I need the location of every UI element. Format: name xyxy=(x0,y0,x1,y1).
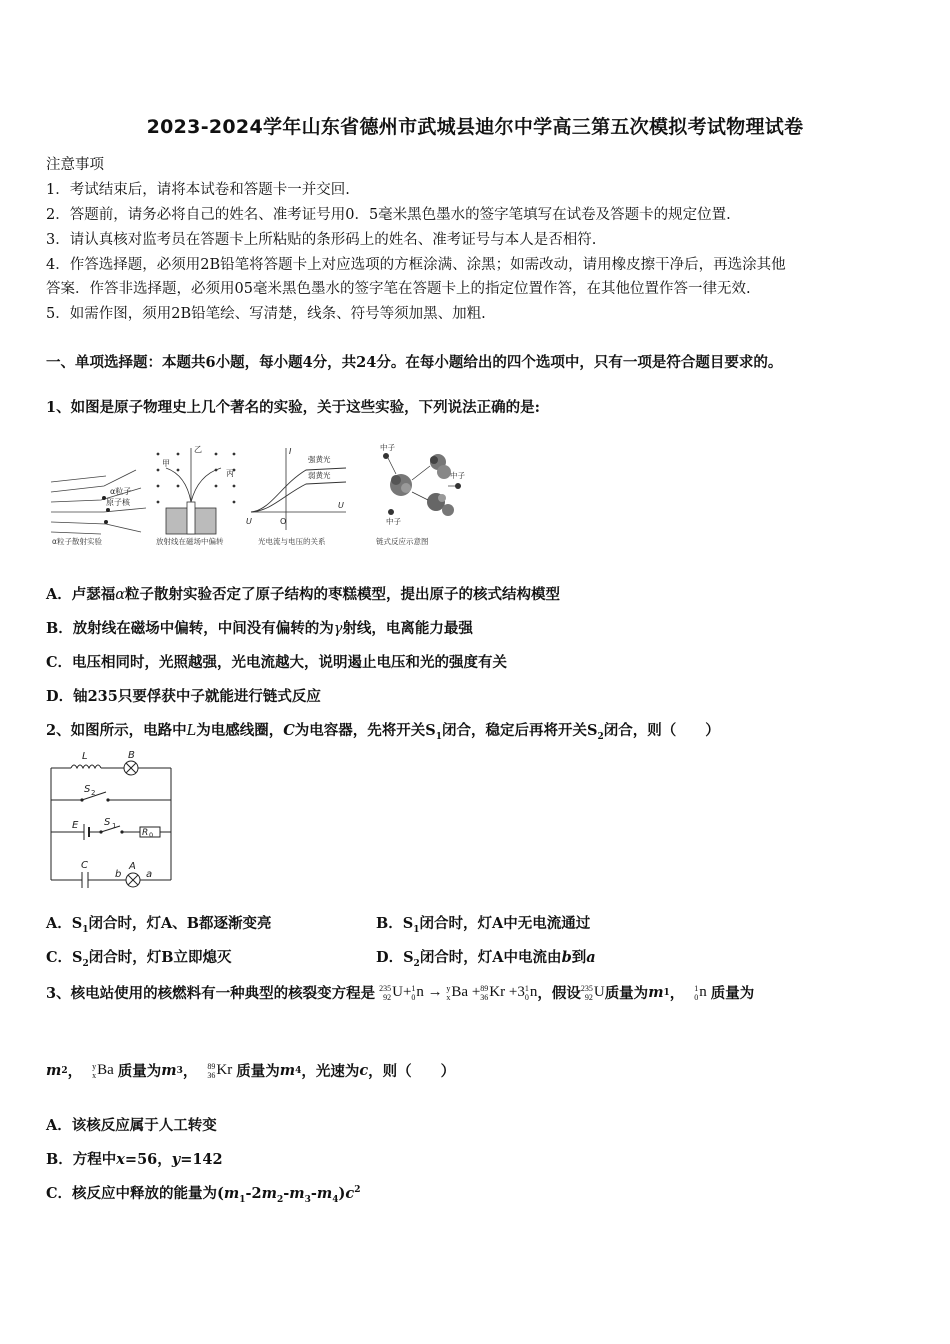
q2-stem: 2、如图所示，电路中L为电感线圈，C为电容器，先将开关$S_1$闭合，稳定后再将开关$S_2$闭合，则（ ） xyxy=(46,722,720,742)
label-yi: 乙 xyxy=(194,445,202,454)
circuit-label-C: C xyxy=(81,860,88,871)
label-Uc: U xyxy=(246,517,252,526)
label-U: U xyxy=(338,501,344,510)
label-O: O xyxy=(280,517,287,526)
note-item-5: 5．如需作图，须用2B铅笔绘、写清楚，线条、符号等须加黑、加粗. xyxy=(46,306,486,322)
q1-option-c[interactable]: C．电压相同时，光照越强，光电流越大，说明遏止电压和光的强度有关 xyxy=(46,654,508,671)
q2-option-b[interactable]: B．$S_1$闭合时，灯A中无电流通过 xyxy=(376,915,591,935)
q3-option-a[interactable]: A．该核反应属于人工转变 xyxy=(46,1117,217,1134)
q1-figure xyxy=(46,440,466,554)
caption-chain: 链式反应示意图 xyxy=(376,537,429,546)
photocurrent-panel xyxy=(246,447,346,546)
q2-circuit xyxy=(46,748,176,892)
circuit-label-L: L xyxy=(82,751,88,762)
label-strong: 强黄光 xyxy=(308,455,331,464)
q3-stem: 3、核电站使用的核燃料有一种典型的核裂变方程是 235 92 U + 1 0 n → y x Ba + 89 36 Kr +3 1 0 n ，假设 235 92 U 质量为 m 1 ， 1 0 n 质量为 xyxy=(46,983,755,1002)
q3-option-c[interactable]: C．核反应中释放的能量为$(m_1-2m_2-m_3-m_4)c^2$ xyxy=(46,1185,361,1205)
label-jia: 甲 xyxy=(162,459,170,468)
alpha-label: α粒子 xyxy=(110,487,132,496)
q1-option-b[interactable]: B．放射线在磁场中偏转，中间没有偏转的为γ射线，电离能力最强 xyxy=(46,620,473,637)
notes-heading: 注意事项 xyxy=(46,157,104,173)
section-heading: 一、单项选择题：本题共6小题，每小题4分，共24分。在每小题给出的四个选项中，只有一项是符合题目要求的。 xyxy=(46,354,783,371)
caption-magnetic: 放射线在磁场中偏转 xyxy=(156,537,224,546)
q2-option-a[interactable]: A．$S_1$闭合时，灯A、B都逐渐变亮 xyxy=(46,915,272,935)
note-item-2: 2．答题前，请务必将自己的姓名、准考证号用0．5毫米黑色墨水的签字笔填写在试卷及答题卡的规定位置. xyxy=(46,207,731,223)
circuit-label-a: a xyxy=(146,869,153,880)
circuit-label-R0-sub: 0 xyxy=(149,831,154,839)
label-neutron-bottom: 中子 xyxy=(386,517,401,526)
note-item-4-cont: 答案．作答非选择题，必须用05毫米黑色墨水的签字笔在答题卡上的指定位置作答，在其他位置作答一律无效. xyxy=(46,281,751,297)
label-I: I xyxy=(289,447,292,456)
q1-stem: 1、如图是原子物理史上几个著名的实验，关于这些实验，下列说法正确的是: xyxy=(46,399,540,416)
circuit-label-S2: S xyxy=(84,784,91,795)
label-neutron-top: 中子 xyxy=(380,443,395,452)
alpha-scattering-panel xyxy=(51,470,146,546)
circuit-label-S2-sub: 2 xyxy=(91,789,96,797)
q2-option-d[interactable]: D．$S_2$闭合时，灯A中电流由b到a xyxy=(376,949,596,969)
nucleus-label: 原子核 xyxy=(106,498,130,507)
q1-option-d[interactable]: D．铀235只要俘获中子就能进行链式反应 xyxy=(46,688,321,705)
circuit-label-B: B xyxy=(128,750,135,761)
caption-alpha: α粒子散射实验 xyxy=(52,537,102,546)
circuit-label-E: E xyxy=(72,820,79,831)
chain-reaction-panel xyxy=(376,442,465,546)
label-bing: 丙 xyxy=(226,469,234,478)
q2-option-c[interactable]: C．$S_2$闭合时，灯B立即熄灭 xyxy=(46,949,232,969)
caption-photocurrent: 光电流与电压的关系 xyxy=(258,537,326,546)
label-weak: 弱黄光 xyxy=(308,471,331,480)
q3-option-b[interactable]: B．方程中x=56，y=142 xyxy=(46,1151,223,1168)
circuit-label-S1-sub: 1 xyxy=(112,822,117,830)
circuit-label-A: A xyxy=(129,861,136,872)
page-title: 2023-2024学年山东省德州市武城县迪尔中学高三第五次模拟考试物理试卷 xyxy=(146,116,804,138)
note-item-1: 1．考试结束后，请将本试卷和答题卡一并交回. xyxy=(46,182,350,198)
circuit-label-S1: S xyxy=(104,817,111,828)
note-item-3: 3．请认真核对监考员在答题卡上所粘贴的条形码上的姓名、准考证号与本人是否相符. xyxy=(46,232,597,248)
fission-equation: 235 92 U + 1 0 n → y x Ba + 89 36 Kr +3 1 0 n xyxy=(379,983,538,1002)
note-item-4: 4．作答选择题，必须用2B铅笔将答题卡上对应选项的方框涂满、涂黑；如需改动，请用橡皮擦干净后，再选涂其他 xyxy=(46,257,786,273)
q1-option-a[interactable]: A．卢瑟福α粒子散射实验否定了原子结构的枣糕模型，提出原子的核式结构模型 xyxy=(46,586,561,603)
circuit-label-R0: R xyxy=(142,828,149,838)
q3-stem-line2: m 2 ， y x Ba 质量为 m 3 ， 89 36 Kr 质量为 m 4 ，光速为 c ，则（ ） xyxy=(46,1061,456,1080)
circuit-label-b: b xyxy=(115,869,122,880)
label-neutron-right: 中子 xyxy=(450,471,465,480)
magnetic-deflection-panel xyxy=(156,445,235,546)
